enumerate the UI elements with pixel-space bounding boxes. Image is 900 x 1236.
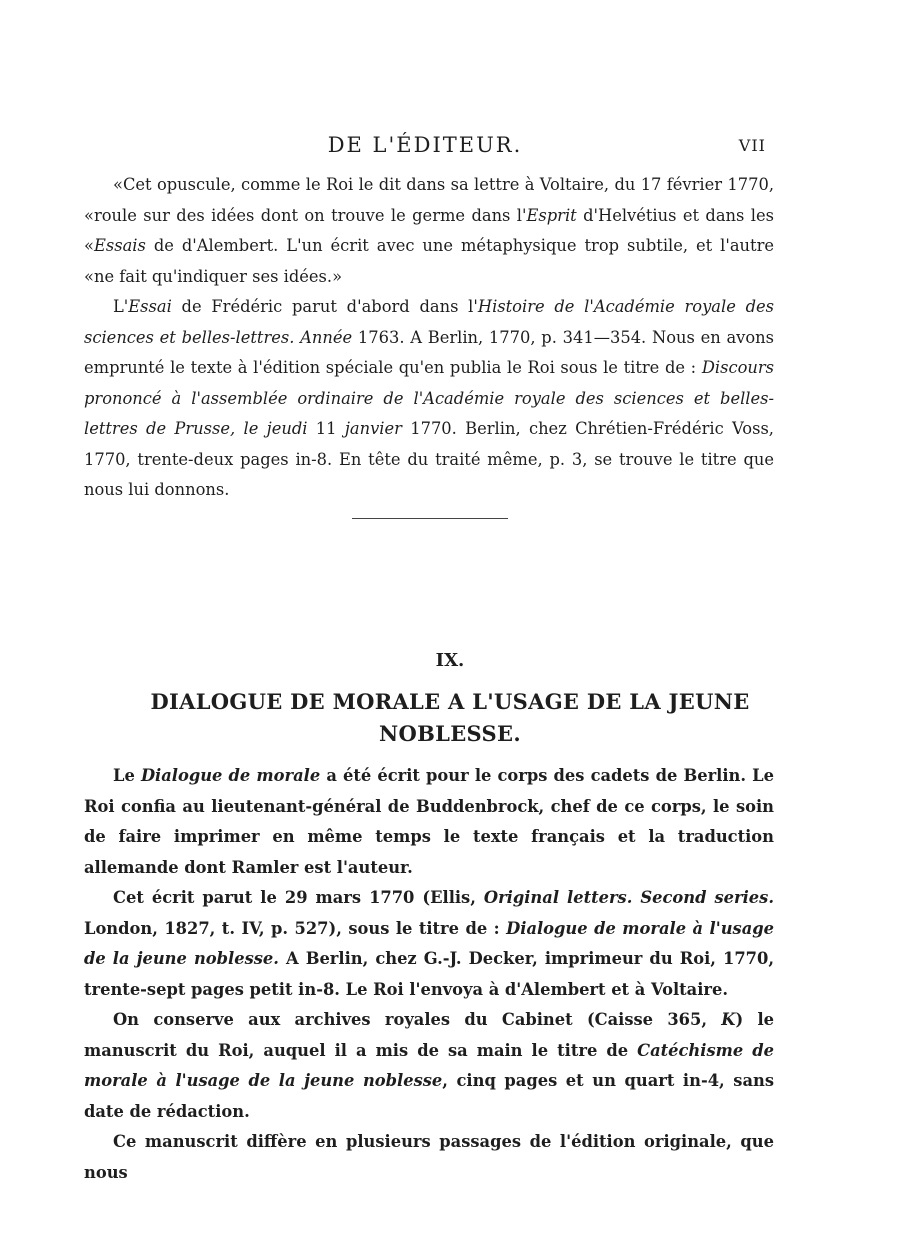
text-run: L' [113, 297, 129, 316]
running-head [84, 133, 766, 159]
italic-title: Original letters. Second series. [483, 888, 774, 907]
text-run: A Berlin, chez G.-J. Decker, imprimeur du Roi, 1770, trente-sept pages petit in-8. Le Roi l'envoya à d'Alembert et à Voltaire. [84, 949, 775, 999]
text-run: «Cet opuscule, comme le Roi le dit dans sa lettre à Voltaire, du 17 février 1770, «roule sur des idées dont on trouve le germe dans l' [84, 175, 774, 225]
text-run: , cinq pages et un quart in-4, sans date de rédaction. [84, 1071, 774, 1121]
text-run: On conserve aux archives royales du Cabinet (Caisse 365, [113, 1010, 722, 1029]
italic-title: Dialogue de morale à l'usage de la jeune noblesse. [84, 918, 774, 968]
page-number: VII [738, 136, 766, 155]
text-run: a été écrit pour le corps des cadets de Berlin. Le Roi confia au lieutenant-général de Buddenbrock, chef de ce corps, le soin de faire imprimer en même temps le texte français et la traduction allemande dont Ramler est l'auteur. [84, 766, 774, 877]
text-run: Cet écrit parut le 29 mars 1770 (Ellis, [113, 888, 484, 907]
text-run: de Frédéric parut d'abord dans l' [171, 297, 478, 316]
text-run: Le [113, 766, 141, 785]
paragraph-essai-publication [84, 292, 774, 506]
paragraph-publication [84, 883, 774, 1005]
italic-title: janvier [344, 419, 402, 438]
italic-title: Discours prononcé à l'assemblée ordinaire de l'Académie royale des sciences et belles-lettres de Prusse, le jeudi [84, 358, 774, 438]
italic-title: Dialogue de morale [140, 766, 321, 785]
text-run: ) le manuscrit du Roi, auquel il a mis de sa main le titre de [84, 1010, 774, 1060]
italic-title: K [721, 1010, 736, 1029]
text-run: London, 1827, t. IV, p. 527), sous le titre de : [84, 918, 507, 938]
section-divider [352, 518, 508, 519]
text-run: 1763. A Berlin, 1770, p. 341—354. Nous en avons emprunté le texte à l'édition spéciale qu'en publia le Roi sous le titre de : [84, 327, 774, 377]
editor-note-text [84, 170, 774, 506]
paragraph-differences [84, 1127, 774, 1188]
text-run: Ce manuscrit diffère en plusieurs passages de l'édition originale, que nous [84, 1132, 774, 1182]
italic-title: Esprit [526, 205, 577, 225]
italic-title: Histoire de l'Académie royale des sciences et belles-lettres. Année [84, 297, 775, 347]
italic-title: Essais [93, 236, 146, 255]
paragraph-cadets [84, 761, 774, 883]
paragraph-voltaire-letter [84, 170, 774, 292]
paragraph-manuscript [84, 1005, 774, 1127]
text-run: 11 [307, 419, 345, 438]
section-number: IX. [435, 650, 465, 671]
text-run: d'Helvétius et dans les « [84, 205, 774, 255]
text-run: 1770. Berlin, chez Chrétien-Frédéric Voss, 1770, trente-deux pages in-8. En tête du traité même, p. 3, se trouve le titre que nous lui donnons. [84, 419, 774, 499]
italic-title: Essai [128, 297, 172, 316]
section-ix-text [84, 761, 774, 1188]
italic-title: Catéchisme de morale à l'usage de la jeune noblesse [84, 1040, 774, 1090]
text-run: de d'Alembert. L'un écrit avec une métaphysique trop subtile, et l'autre «ne fait qu'indiquer ses idées.» [84, 236, 774, 286]
running-title: DE L'ÉDITEUR. [327, 133, 523, 157]
section-title: DIALOGUE DE MORALE A L'USAGE DE LA JEUNE NOBLESSE. [150, 689, 750, 746]
